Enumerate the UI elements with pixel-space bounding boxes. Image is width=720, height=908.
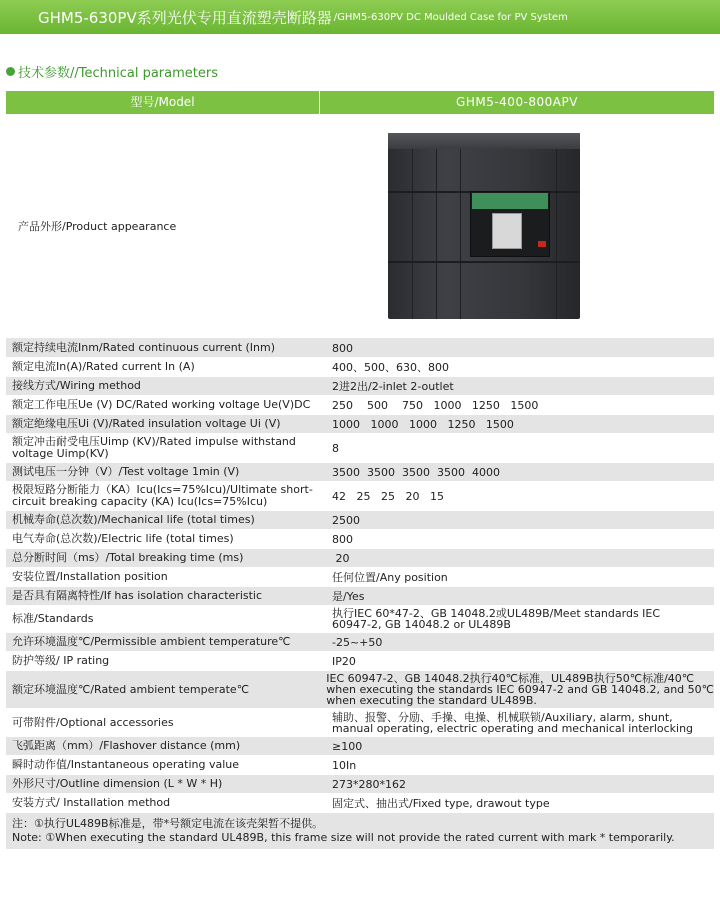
row-value: [320, 756, 714, 774]
row-value-line: 2500: [332, 513, 360, 527]
table-row: [6, 671, 714, 709]
row-value: [320, 737, 714, 755]
row-value-line: 任何位置/Any position: [332, 570, 448, 584]
appearance-label: 产品外形/Product appearance: [18, 220, 177, 233]
row-label: 标准/Standards: [12, 612, 94, 625]
row-label: 额定冲击耐受电压Uimp (KV)/Rated impulse withstand voltage Uimp(KV): [12, 435, 296, 460]
row-value: [320, 652, 714, 670]
header-bar: [0, 0, 720, 34]
row-label: 安装方式/ Installation method: [12, 796, 171, 809]
row-value: [320, 377, 714, 395]
table-row: [6, 606, 714, 633]
row-value-line: IEC 60947-2、GB 14048.2执行40℃标准，UL489B执行50℃标准/40℃: [326, 672, 695, 685]
table-row: [6, 339, 714, 358]
row-value-line: 10In: [332, 758, 357, 772]
table-row: [6, 549, 714, 568]
note-en: Note: ①When executing the standard UL489B, this frame size will not provide the rated current with mark * temporarily.: [12, 831, 675, 844]
row-value-line: IP20: [332, 654, 356, 668]
table-row: [6, 482, 714, 511]
row-value-line: when executing the standards IEC 60947-2 and GB 14048.2, and 50℃: [326, 683, 714, 696]
row-label: 是否具有隔离特性/If has isolation characteristic: [12, 589, 263, 602]
section-title-text: 技术参数//Technical parameters: [18, 66, 218, 81]
row-label: 额定绝缘电压Ui (V)/Rated insulation voltage Ui (V): [12, 417, 281, 430]
row-value: [320, 511, 714, 529]
section-title: [6, 62, 218, 81]
row-value-line: 800: [332, 341, 353, 355]
row-value-line: when executing the standard UL489B.: [326, 694, 537, 707]
parameter-rows: [6, 339, 714, 813]
row-value-line: 是/Yes: [332, 589, 365, 603]
row-value-line: 执行IEC 60*47-2、GB 14048.2或UL489B/Meet standards IEC: [332, 607, 661, 620]
appearance-row: [6, 114, 714, 339]
row-value: [320, 463, 714, 481]
row-value-line: ≥100: [332, 739, 363, 753]
table-row: [6, 530, 714, 549]
table-row: [6, 568, 714, 587]
row-label: 电气寿命(总次数)/Electric life (total times): [12, 532, 234, 545]
row-value: [320, 358, 714, 376]
row-value: [320, 568, 714, 586]
row-value: [314, 671, 714, 708]
table-note: [6, 813, 714, 849]
row-label: 安装位置/Installation position: [12, 570, 168, 583]
row-value-line: 250 500 750 1000 1250 1500: [332, 398, 539, 412]
table-row: [6, 737, 714, 756]
row-label: 测试电压一分钟（V）/Test voltage 1min (V): [12, 465, 240, 478]
row-value: [320, 794, 714, 812]
row-label: 飞弧距离（mm）/Flashover distance (mm): [12, 739, 241, 752]
row-value-line: 3500 3500 3500 3500 4000: [332, 465, 500, 479]
table-row: [6, 511, 714, 530]
row-value: [320, 339, 714, 357]
row-label: 可带附件/Optional accessories: [12, 715, 174, 729]
row-label: 防护等级/ IP rating: [12, 654, 110, 667]
row-label: 允许环境温度℃/Permissible ambient temperature℃: [12, 635, 291, 648]
table-row: [6, 756, 714, 775]
header-model-value: GHM5-400-800APV: [456, 95, 578, 109]
row-label: 瞬时动作值/Instantaneous operating value: [12, 758, 240, 771]
table-row: [6, 633, 714, 652]
row-value: [320, 530, 714, 548]
row-value: [320, 709, 714, 736]
row-value-line: 60947-2, GB 14048.2 or UL489B: [332, 618, 511, 631]
row-label: 额定环境温度℃/Rated ambient temperate℃: [12, 682, 250, 696]
parameters-table: [6, 91, 714, 849]
table-row: [6, 709, 714, 737]
header-title-en: /GHM5-630PV DC Moulded Case for PV System: [333, 11, 568, 23]
row-value-line: -25~+50: [332, 635, 383, 649]
row-label: 额定电流In(A)/Rated current In (A): [12, 360, 195, 373]
row-value-line: 20: [332, 551, 350, 565]
row-value: [320, 633, 714, 651]
row-label: 额定持续电流Inm/Rated continuous current (Inm): [12, 341, 276, 354]
row-value-line: 1000 1000 1000 1250 1500: [332, 417, 514, 431]
row-label: 接线方式/Wiring method: [12, 379, 141, 392]
row-value: [320, 415, 714, 433]
row-label: 极限短路分断能力（KA）Icu(Ics=75%Icu)/Ultimate short-circuit breaking capacity (KA) Icu(Ics=75%Icu): [12, 483, 313, 508]
row-value-line: 800: [332, 532, 353, 546]
table-row: [6, 377, 714, 396]
row-label: 外形尺寸/Outline dimension (L * W * H): [12, 777, 223, 790]
row-value-line: 42 25 25 20 15: [332, 489, 444, 503]
product-image: [388, 133, 580, 319]
row-value-line: 400、500、630、800: [332, 360, 449, 374]
row-value: [320, 482, 714, 510]
row-value: [320, 606, 714, 632]
row-value-line: 8: [332, 441, 339, 455]
row-value: [320, 549, 714, 567]
row-value-line: 2进2出/2-inlet 2-outlet: [332, 379, 454, 393]
note-cn: 注：①执行UL489B标准是，带*号额定电流在该壳架暂不提供。: [12, 817, 324, 830]
row-value: [320, 396, 714, 414]
table-header: [6, 91, 714, 114]
row-value: [320, 434, 714, 462]
table-row: [6, 652, 714, 671]
row-value-line: 辅助、报警、分励、手操、电操、机械联锁/Auxiliary, alarm, shunt,: [332, 710, 673, 724]
table-row: [6, 794, 714, 813]
breaker-handle-icon: [492, 213, 522, 249]
bullet-dot-icon: [6, 67, 15, 76]
header-model: 型号/Model: [6, 91, 320, 114]
table-row: [6, 434, 714, 463]
table-row: [6, 587, 714, 606]
table-row: [6, 775, 714, 794]
table-row: [6, 415, 714, 434]
row-value-line: 273*280*162: [332, 777, 406, 791]
table-row: [6, 358, 714, 377]
table-row: [6, 396, 714, 415]
row-value-line: 固定式、抽出式/Fixed type, drawout type: [332, 796, 550, 810]
row-value-line: manual operating, electric operating and mechanical interlocking: [332, 721, 694, 735]
table-row: [6, 463, 714, 482]
row-value: [320, 775, 714, 793]
row-label: 总分断时间（ms）/Total breaking time (ms): [12, 551, 244, 564]
row-label: 机械寿命(总次数)/Mechanical life (total times): [12, 513, 255, 526]
row-label: 额定工作电压Ue (V) DC/Rated working voltage Ue(V)DC: [12, 398, 311, 411]
header-title-cn: GHM5-630PV系列光伏专用直流塑壳断路器: [38, 8, 332, 27]
row-value: [320, 587, 714, 605]
